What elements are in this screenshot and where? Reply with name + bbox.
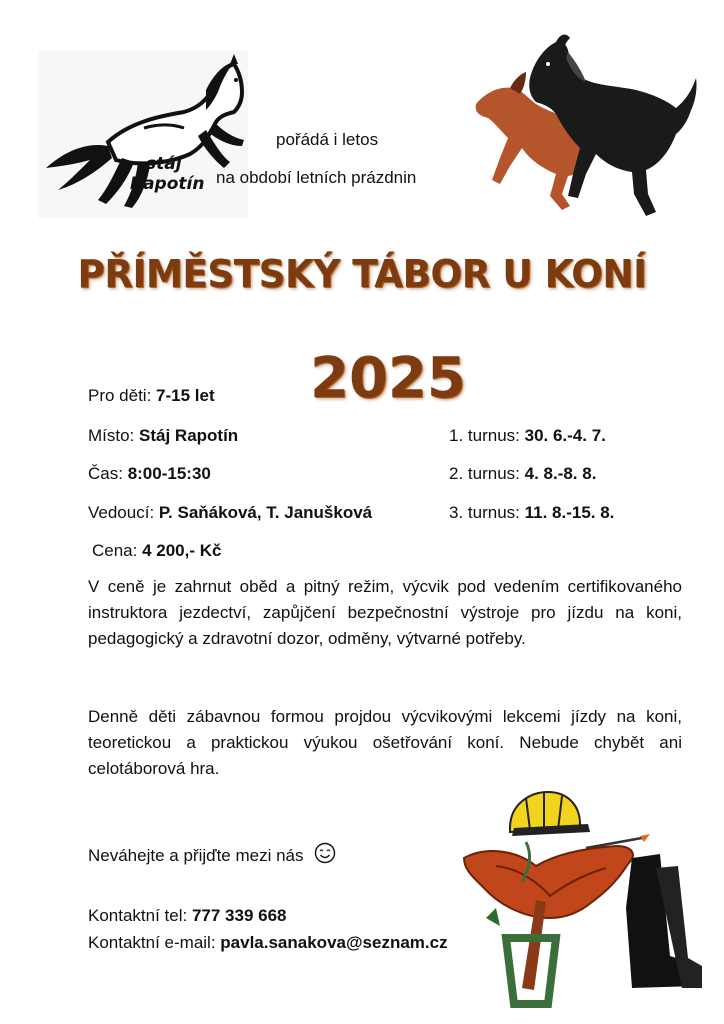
stable-logo <box>38 50 248 218</box>
intro-line-2: na období letních prázdnin <box>216 168 417 187</box>
turn-dates: 30. 6.-4. 7. <box>524 426 606 445</box>
riding-equipment-illustration <box>456 788 702 1016</box>
time-row <box>88 464 211 484</box>
saddle-helmet-boots-icon <box>456 788 702 1016</box>
place-value: Stáj Rapotín <box>139 426 239 445</box>
invite-text: Neváhejte a přijďte mezi nás <box>88 846 304 865</box>
email-label: Kontaktní e-mail: <box>88 933 221 952</box>
turn-label: 3. turnus: <box>449 503 525 522</box>
turn-dates: 11. 8.-15. 8. <box>524 503 615 522</box>
phone-value[interactable]: 777 339 668 <box>191 906 287 925</box>
age-value: 7-15 let <box>156 386 215 405</box>
contact-email-row <box>88 933 448 953</box>
turn-row-2 <box>449 464 596 484</box>
included-services-paragraph: V ceně je zahrnut oběd a pitný režim, výcvik pod vedením certifikovaného instruktora jezdectví, zapůjčení bezpečnostní výstroje pro jízdu na koni, pedagogický a zdravotní dozor, odměny, výtvarné potřeby. <box>88 577 682 648</box>
leaders-value: P. Saňáková, T. Janušková <box>158 503 373 522</box>
leaders-row <box>88 503 372 523</box>
leaders-label: Vedoucí: <box>88 503 159 522</box>
contact-phone-row <box>88 906 287 926</box>
price-value: 4 200,- Kč <box>142 541 222 560</box>
invite-line <box>88 842 336 866</box>
price-label: Cena: <box>92 541 143 560</box>
turn-label: 2. turnus: <box>449 464 525 483</box>
phone-label: Kontaktní tel: <box>88 906 192 925</box>
intro-line-1: pořádá i letos <box>276 130 379 149</box>
time-value: 8:00-15:30 <box>127 464 211 483</box>
turn-label: 1. turnus: <box>449 426 525 445</box>
event-title: PŘÍMĚSTSKÝ TÁBOR U KONÍ <box>77 252 647 296</box>
running-horses-illustration <box>470 34 698 230</box>
running-horses-icon <box>470 34 698 230</box>
age-row <box>88 386 215 406</box>
event-year: 2025 <box>310 346 466 411</box>
place-row <box>88 426 238 446</box>
turn-row-1 <box>449 426 606 446</box>
turn-dates: 4. 8.-8. 8. <box>524 464 597 483</box>
price-row <box>92 541 221 561</box>
logo-line-1: stáj <box>146 154 182 174</box>
logo-line-2: Rapotín <box>130 174 205 194</box>
time-label: Čas: <box>88 464 128 483</box>
smiley-icon <box>314 842 336 864</box>
program-paragraph: Denně děti zábavnou formou projdou výcvikovými lekcemi jízdy na koni, teoretickou a praktickou výukou ošetřování koní. Nebude chybět ani celotáborová hra. <box>88 707 682 778</box>
age-label: Pro děti: <box>88 386 157 405</box>
turn-row-3 <box>449 503 614 523</box>
email-value[interactable]: pavla.sanakova@seznam.cz <box>220 933 448 952</box>
place-label: Místo: <box>88 426 140 445</box>
